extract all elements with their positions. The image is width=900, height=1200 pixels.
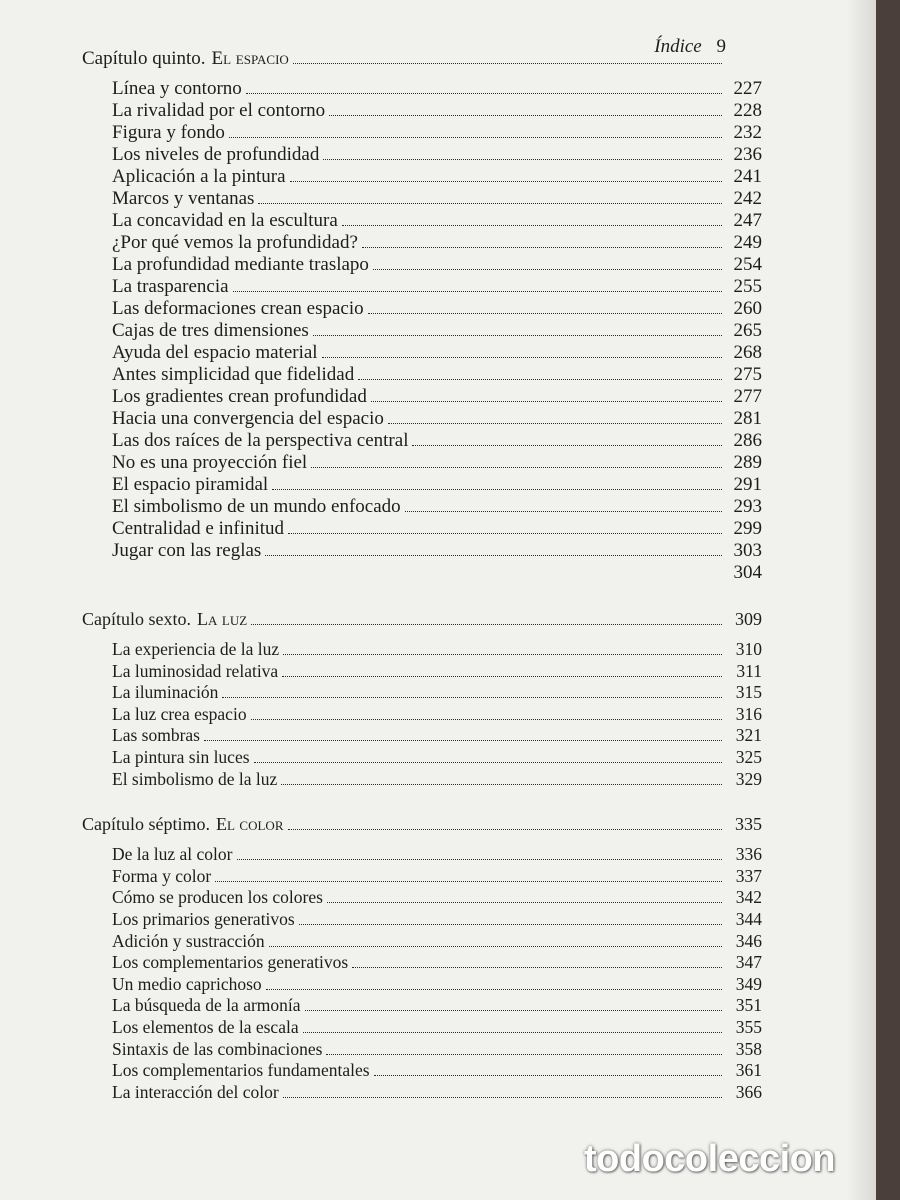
entry-page: 310 xyxy=(735,639,762,659)
entry-title: Adición y sustracción xyxy=(112,930,265,951)
dot-leader xyxy=(215,880,722,882)
dot-leader xyxy=(283,653,722,655)
dot-leader xyxy=(290,180,722,182)
dot-leader xyxy=(327,901,722,903)
dot-leader xyxy=(362,246,722,248)
toc-entry xyxy=(112,188,762,210)
entry-title: Los complementarios generativos xyxy=(112,952,349,973)
toc-entry xyxy=(112,951,762,973)
dot-leader xyxy=(326,1053,722,1055)
dot-leader xyxy=(313,334,722,336)
entry-title: Centralidad e infinitud xyxy=(112,518,285,539)
toc-entry xyxy=(112,724,762,746)
entry-page: 315 xyxy=(735,682,762,703)
entry-title: La pintura sin luces xyxy=(112,746,250,767)
dot-leader xyxy=(288,828,723,830)
toc-entry xyxy=(112,496,762,518)
toc-entry xyxy=(112,886,762,908)
dot-leader xyxy=(323,158,722,160)
entry-title: La interacción del color xyxy=(112,1081,279,1102)
entry-page: 268 xyxy=(733,342,762,363)
dot-leader xyxy=(258,202,722,204)
chapter-title: El color xyxy=(216,814,284,835)
header-title: Índice xyxy=(654,36,702,57)
entry-title: Los primarios generativos xyxy=(112,908,295,929)
entry-page: 366 xyxy=(735,1081,762,1102)
dot-leader xyxy=(299,923,722,925)
entry-title: Las dos raíces de la perspectiva central xyxy=(112,430,409,451)
entry-title: ¿Por qué vemos la profundidad? xyxy=(112,232,358,253)
entry-page: 358 xyxy=(735,1038,762,1059)
dot-leader xyxy=(266,988,722,990)
dot-leader xyxy=(405,510,722,512)
chapter-number: Capítulo sexto. xyxy=(82,609,191,629)
toc-entry xyxy=(112,166,762,188)
entry-title: La concavidad en la escultura xyxy=(112,210,338,231)
entry-title: Los complementarios fundamentales xyxy=(112,1060,370,1081)
dot-leader xyxy=(412,444,722,446)
dot-leader xyxy=(229,136,722,138)
toc-entry xyxy=(112,638,762,660)
toc-entry xyxy=(112,320,762,342)
entry-page: 247 xyxy=(733,210,762,231)
entry-page: 227 xyxy=(733,78,762,99)
entry-title: Ayuda del espacio material xyxy=(112,342,318,363)
dot-leader xyxy=(281,783,722,785)
chapter-heading xyxy=(82,608,762,638)
toc-entry xyxy=(112,1038,762,1060)
dot-leader xyxy=(322,356,722,358)
entry-page: 289 xyxy=(733,452,762,473)
toc-entry xyxy=(112,232,762,254)
toc-entry xyxy=(112,408,762,430)
toc-entry xyxy=(112,865,762,887)
entry-page: 293 xyxy=(733,496,762,517)
toc-entry xyxy=(112,430,762,452)
entry-page: 321 xyxy=(735,725,762,746)
entry-title: Forma y color xyxy=(112,865,212,886)
entry-title: Hacia una convergencia del espacio xyxy=(112,408,384,429)
entry-page: 355 xyxy=(735,1016,762,1037)
entry-title: Jugar con las reglas xyxy=(112,540,262,561)
entry-page: 275 xyxy=(733,364,762,385)
entry-page: 346 xyxy=(735,930,762,951)
entry-page: 349 xyxy=(735,973,762,994)
dot-leader xyxy=(265,554,722,556)
entry-page: 325 xyxy=(735,746,762,767)
entry-page: 361 xyxy=(735,1060,762,1081)
chapter-block xyxy=(82,48,762,584)
dot-leader xyxy=(288,532,722,534)
entry-title: No es una proyección fiel xyxy=(112,452,308,473)
entry-title: Las sombras xyxy=(112,725,200,746)
dot-leader xyxy=(342,224,722,226)
toc-entry xyxy=(112,254,762,276)
toc-entry xyxy=(112,452,762,474)
dot-leader xyxy=(329,114,722,116)
entry-title: Figura y fondo xyxy=(112,122,225,143)
header-page-number: 9 xyxy=(716,36,726,57)
entry-title: Línea y contorno xyxy=(112,78,242,99)
entry-title: Cómo se producen los colores xyxy=(112,887,323,908)
toc-entry xyxy=(112,518,762,540)
entry-title: La luminosidad relativa xyxy=(112,660,279,681)
chapter-entries xyxy=(112,78,762,584)
chapter-number: Capítulo séptimo. xyxy=(82,814,210,835)
dot-leader xyxy=(311,466,722,468)
entry-title: Sintaxis de las combinaciones xyxy=(112,1038,323,1059)
toc-entry xyxy=(112,660,762,682)
dot-leader xyxy=(303,1031,722,1033)
entry-page: 291 xyxy=(733,474,762,495)
toc-entry xyxy=(112,703,762,725)
dot-leader xyxy=(358,378,722,380)
dot-leader xyxy=(251,718,722,720)
entry-title: Marcos y ventanas xyxy=(112,188,255,209)
entry-title: El simbolismo de un mundo enfocado xyxy=(112,496,401,517)
toc-entry xyxy=(112,746,762,768)
toc-entry xyxy=(112,994,762,1016)
dot-leader xyxy=(283,1096,722,1098)
dot-leader xyxy=(371,400,722,402)
table-of-contents xyxy=(82,48,762,1102)
dot-leader xyxy=(368,312,722,314)
chapter-page: 335 xyxy=(735,814,762,835)
chapter-title: La luz xyxy=(197,609,248,629)
entry-title: Un medio caprichoso xyxy=(112,973,262,994)
entry-page: 236 xyxy=(733,144,762,165)
entry-page: 249 xyxy=(733,232,762,253)
chapter-block xyxy=(82,813,762,1102)
toc-entry xyxy=(112,1016,762,1038)
entry-title: La profundidad mediante traslapo xyxy=(112,254,369,275)
toc-entry xyxy=(112,144,762,166)
entry-title: Los elementos de la escala xyxy=(112,1016,299,1037)
entry-title: Los gradientes crean profundidad xyxy=(112,386,367,407)
dot-leader xyxy=(374,1074,722,1076)
dot-leader xyxy=(373,268,722,270)
entry-page: 342 xyxy=(735,887,762,908)
dot-leader xyxy=(116,576,722,578)
toc-entry xyxy=(112,100,762,122)
entry-title: La trasparencia xyxy=(112,276,229,297)
dot-leader xyxy=(352,966,722,968)
dot-leader xyxy=(233,290,722,292)
dot-leader xyxy=(237,858,722,860)
dot-leader xyxy=(272,488,722,490)
toc-entry xyxy=(112,1081,762,1103)
dot-leader xyxy=(204,739,722,741)
toc-entry xyxy=(112,78,762,100)
dot-leader xyxy=(388,422,722,424)
entry-page: 351 xyxy=(735,995,762,1016)
entry-page: 299 xyxy=(733,518,762,539)
entry-page: 286 xyxy=(733,430,762,451)
entry-page: 303 xyxy=(733,540,762,561)
toc-entry xyxy=(112,474,762,496)
entry-page: 337 xyxy=(735,865,762,886)
toc-entry xyxy=(112,276,762,298)
toc-entry xyxy=(112,298,762,320)
toc-entry xyxy=(112,210,762,232)
dot-leader xyxy=(222,696,722,698)
chapter-title: El espacio xyxy=(211,48,289,69)
entry-page: 228 xyxy=(733,100,762,121)
chapter-heading xyxy=(82,48,762,78)
entry-page: 241 xyxy=(733,166,762,187)
chapter-page: 309 xyxy=(735,609,762,629)
toc-entry xyxy=(112,342,762,364)
toc-entry xyxy=(112,562,762,584)
entry-title: El simbolismo de la luz xyxy=(112,768,278,789)
toc-entry xyxy=(112,908,762,930)
entry-page: 254 xyxy=(733,254,762,275)
entry-title: El espacio piramidal xyxy=(112,474,269,495)
entry-page: 265 xyxy=(733,320,762,341)
entry-page: 336 xyxy=(735,844,762,865)
toc-entry xyxy=(112,930,762,952)
chapter-number: Capítulo quinto. xyxy=(82,48,206,69)
entry-title: Cajas de tres dimensiones xyxy=(112,320,309,341)
entry-title: La rivalidad por el contorno xyxy=(112,100,326,121)
toc-entry xyxy=(112,122,762,144)
entry-title: La luz crea espacio xyxy=(112,703,247,724)
chapter-entries xyxy=(112,843,762,1102)
dot-leader xyxy=(269,945,722,947)
entry-title: Las deformaciones crean espacio xyxy=(112,298,364,319)
entry-title: Antes simplicidad que fidelidad xyxy=(112,364,355,385)
entry-title: La experiencia de la luz xyxy=(112,639,280,659)
dot-leader xyxy=(246,92,722,94)
dot-leader xyxy=(305,1009,722,1011)
toc-entry xyxy=(112,386,762,408)
entry-page: 329 xyxy=(735,768,762,789)
toc-entry xyxy=(112,1059,762,1081)
toc-entry xyxy=(112,973,762,995)
entry-title: De la luz al color xyxy=(112,844,233,865)
dot-leader xyxy=(254,761,722,763)
dot-leader xyxy=(251,623,722,625)
entry-title: La búsqueda de la armonía xyxy=(112,995,301,1016)
toc-entry xyxy=(112,540,762,562)
entry-page: 347 xyxy=(735,952,762,973)
toc-entry xyxy=(112,681,762,703)
toc-entry xyxy=(112,843,762,865)
entry-page: 277 xyxy=(733,386,762,407)
entry-title: Aplicación a la pintura xyxy=(112,166,286,187)
chapter-heading xyxy=(82,813,762,843)
entry-page: 304 xyxy=(733,562,762,583)
entry-page: 281 xyxy=(733,408,762,429)
entry-title: La iluminación xyxy=(112,682,219,703)
dot-leader xyxy=(293,62,722,64)
chapter-entries xyxy=(112,638,762,789)
dot-leader xyxy=(282,675,722,677)
watermark-logo: todocoleccion xyxy=(584,1138,836,1180)
entry-page: 344 xyxy=(735,908,762,929)
toc-entry xyxy=(112,768,762,790)
entry-title: Los niveles de profundidad xyxy=(112,144,320,165)
chapter-block xyxy=(82,608,762,789)
toc-entry xyxy=(112,364,762,386)
entry-page: 232 xyxy=(733,122,762,143)
entry-page: 242 xyxy=(733,188,762,209)
entry-page: 255 xyxy=(733,276,762,297)
entry-page: 316 xyxy=(735,703,762,724)
entry-page: 311 xyxy=(736,660,762,681)
entry-page: 260 xyxy=(733,298,762,319)
page-edge-shadow xyxy=(846,0,876,1200)
